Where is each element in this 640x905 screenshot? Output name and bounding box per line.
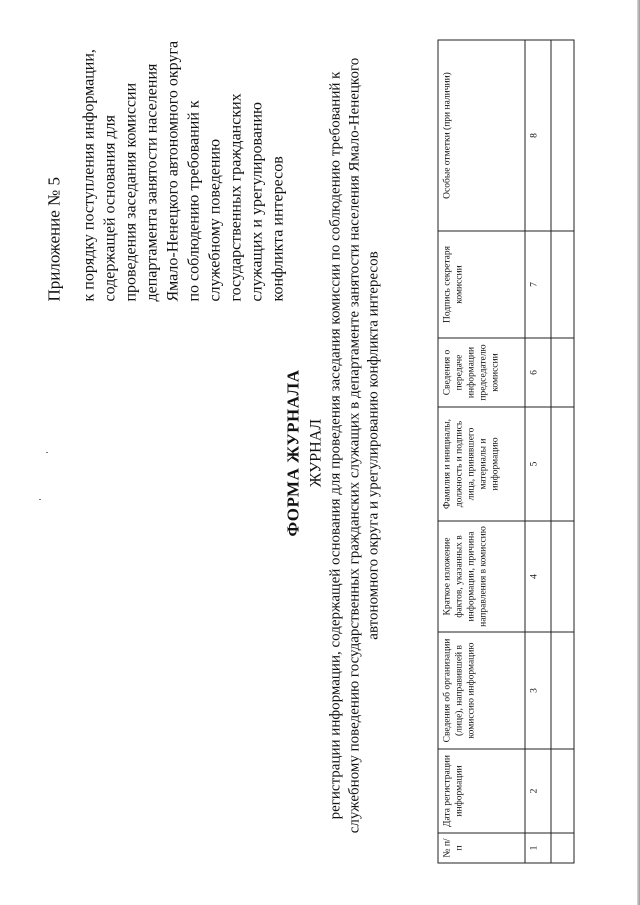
journal-description: регистрации информации, содержащей основания для проведения заседания комиссии по соблюдению требований к служебному поведению государственных гражданских служащих в департаменте занятости населения Ямало-Ненецкого автономного округа и урегулированию конфликта интересов: [327, 57, 381, 833]
appendix-line: служебному поведению: [206, 138, 223, 301]
header-facts-summary: Краткое изложение фактов, указанных в информации, причина направления в комиссию: [438, 521, 525, 632]
appendix-line: конфликта интересов: [269, 155, 286, 301]
column-number: 8: [525, 40, 551, 231]
form-title: ФОРМА ЖУРНАЛА: [283, 368, 302, 537]
table-numbering-row: [525, 40, 551, 863]
appendix-line: к порядку поступления информации,: [80, 48, 97, 301]
column-number: 4: [525, 521, 551, 632]
table-cell: [551, 632, 574, 749]
column-number: 1: [525, 833, 551, 863]
column-number: 3: [525, 632, 551, 749]
header-registration-date: Дата регистрации информации: [438, 749, 525, 833]
table-cell: [551, 231, 574, 338]
appendix-subtitle: [78, 11, 288, 301]
table-cell: [551, 40, 574, 231]
table-header-row: [438, 40, 525, 863]
appendix-line: департамента занятости населения: [143, 63, 160, 301]
header-transfer-info: Сведения о передаче информации председателю комиссии: [438, 338, 525, 407]
table-cell: [551, 749, 574, 833]
table-cell: [551, 833, 574, 863]
appendix-line: служащих и урегулированию: [248, 101, 265, 301]
journal-title: ЖУРНАЛ: [307, 418, 324, 487]
table-row: [551, 40, 574, 863]
header-number: № п/п: [438, 833, 525, 863]
appendix-line: Ямало-Ненецкого автономного округа: [164, 40, 181, 301]
appendix-line: по соблюдению требований к: [185, 99, 202, 301]
journal-table: [437, 39, 574, 863]
table-cell: [551, 521, 574, 632]
column-number: 2: [525, 749, 551, 833]
column-number: 5: [525, 407, 551, 521]
column-number: 7: [525, 231, 551, 338]
appendix-title: Приложение № 5: [44, 176, 63, 301]
table-cell: [551, 407, 574, 521]
table-cell: [551, 338, 574, 407]
header-receiver-name: Фамилия и инициалы, должность и подпись лица, принявшего материалы и информацию: [438, 407, 525, 521]
header-secretary-signature: Подпись секретаря комиссии: [438, 231, 525, 338]
header-sender-info: Сведения об организации (лице), направившей в комиссию информацию: [438, 632, 525, 749]
column-number: 6: [525, 338, 551, 407]
header-special-notes: Особые отметки (при наличии): [438, 40, 525, 231]
appendix-line: содержащей основания для: [101, 114, 118, 301]
appendix-line: государственных гражданских: [227, 92, 244, 301]
appendix-line: проведения заседания комиссии: [122, 82, 139, 301]
